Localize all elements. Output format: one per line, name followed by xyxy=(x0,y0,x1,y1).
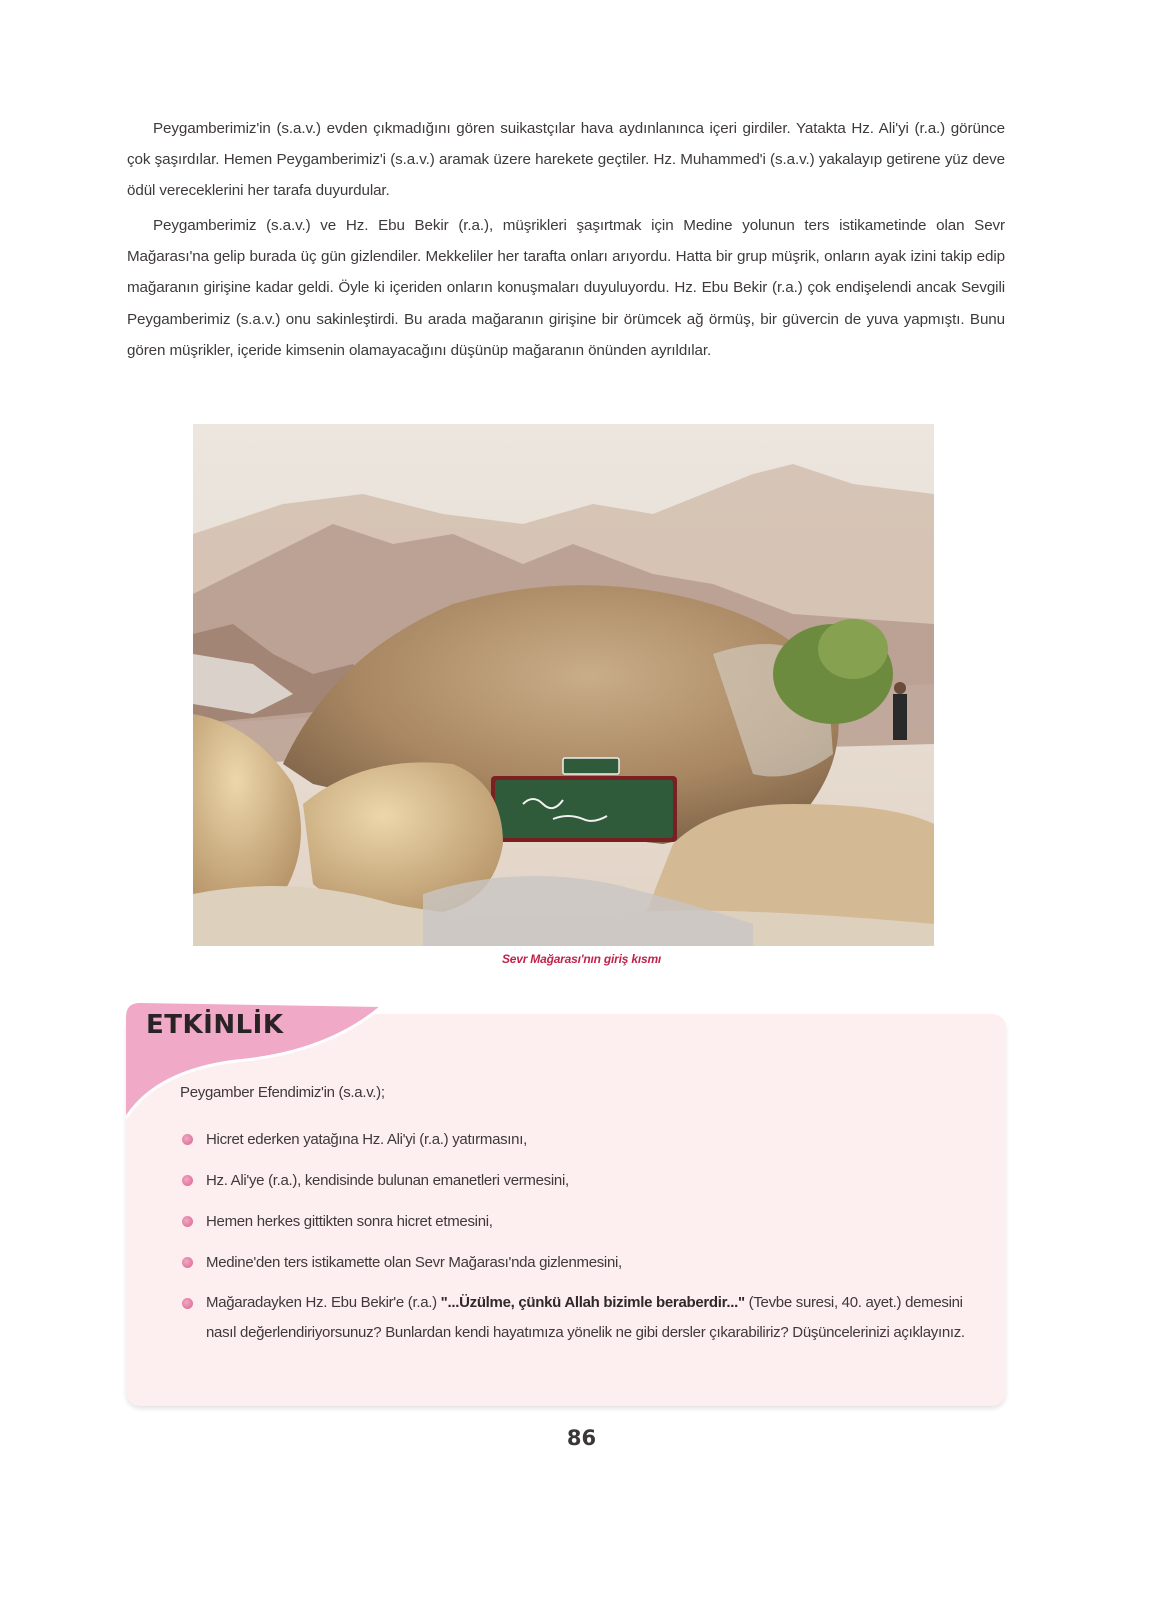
activity-list xyxy=(180,1124,990,1358)
photo-caption: Sevr Mağarası'nın giriş kısmı xyxy=(501,952,662,966)
list-item xyxy=(180,1124,990,1155)
bullet-icon xyxy=(182,1298,193,1309)
list-item xyxy=(180,1206,990,1237)
sevr-cave-photo xyxy=(193,424,934,946)
bullet-icon xyxy=(182,1134,193,1145)
bullet-icon xyxy=(182,1257,193,1268)
question-text-before: Mağaradayken Hz. Ebu Bekir'e (r.a.) xyxy=(206,1294,441,1311)
list-item-text: Hemen herkes gittikten sonra hicret etmesini, xyxy=(206,1213,493,1230)
paragraph-2 xyxy=(127,210,1005,366)
paragraph-1-text: Peygamberimiz'in (s.a.v.) evden çıkmadığını gören suikastçılar hava aydınlanınca içeri girdiler. Yatakta Hz. Ali'yi (r.a.) görünce çok şaşırdılar. Hemen Peygamberimiz'i (s.a.v.) aramak üzere harekete geçtiler. Hz. Muhammed'i (s.a.v.) yakalayıp getirene yüz deve ödül vereceklerini her tarafa duyurdular. xyxy=(127,120,1005,200)
activity-title: ETKİNLİK xyxy=(146,1010,284,1040)
list-item-question xyxy=(140,1288,990,1348)
activity-intro: Peygamber Efendimiz'in (s.a.v.); xyxy=(180,1084,385,1101)
page-number: 86 xyxy=(566,1426,597,1450)
bullet-icon xyxy=(182,1175,193,1186)
list-item xyxy=(180,1165,990,1196)
question-text-after: (Tevbe suresi, 40. ayet.) demesini nasıl değerlendiriyorsunuz? Bunlardan kendi hayatımıza yönelik ne gibi dersler çıkarabiliriz? Düşüncelerinizi açıklayınız. xyxy=(206,1294,965,1341)
paragraph-1 xyxy=(127,113,1005,207)
paragraph-2-text: Peygamberimiz (s.a.v.) ve Hz. Ebu Bekir (r.a.), müşrikleri şaşırtmak için Medine yolunun ters istikametinde olan Sevr Mağarası'na gelip burada üç gün gizlendiler. Mekkeliler her tarafta onları arıyordu. Hatta bir grup müşrik, onların ayak izini takip edip mağaranın girişine kadar geldi. Öyle ki içeriden onların konuşmaları duyuluyordu. Hz. Ebu Bekir (r.a.) çok endişelendi ancak Sevgili Peygamberimiz (s.a.v.) onu sakinleştirdi. Bu arada mağaranın girişine bir örümcek ağ örmüş, bir güvercin de yuva yapmıştı. Bunu gören müşrikler, içeride kimsenin olamayacağını düşünüp mağaranın önünden ayrıldılar. xyxy=(127,217,1005,359)
list-item xyxy=(180,1247,990,1278)
list-item-text: Hz. Ali'ye (r.a.), kendisinde bulunan emanetleri vermesini, xyxy=(206,1172,569,1189)
bullet-icon xyxy=(182,1216,193,1227)
list-item-text: Hicret ederken yatağına Hz. Ali'yi (r.a.) yatırmasını, xyxy=(206,1131,527,1148)
list-item-text: Medine'den ters istikamette olan Sevr Mağarası'nda gizlenmesini, xyxy=(206,1254,622,1271)
cave-photo-illustration xyxy=(193,424,934,946)
quran-quote: "...Üzülme, çünkü Allah bizimle beraberdir..." xyxy=(440,1294,745,1311)
